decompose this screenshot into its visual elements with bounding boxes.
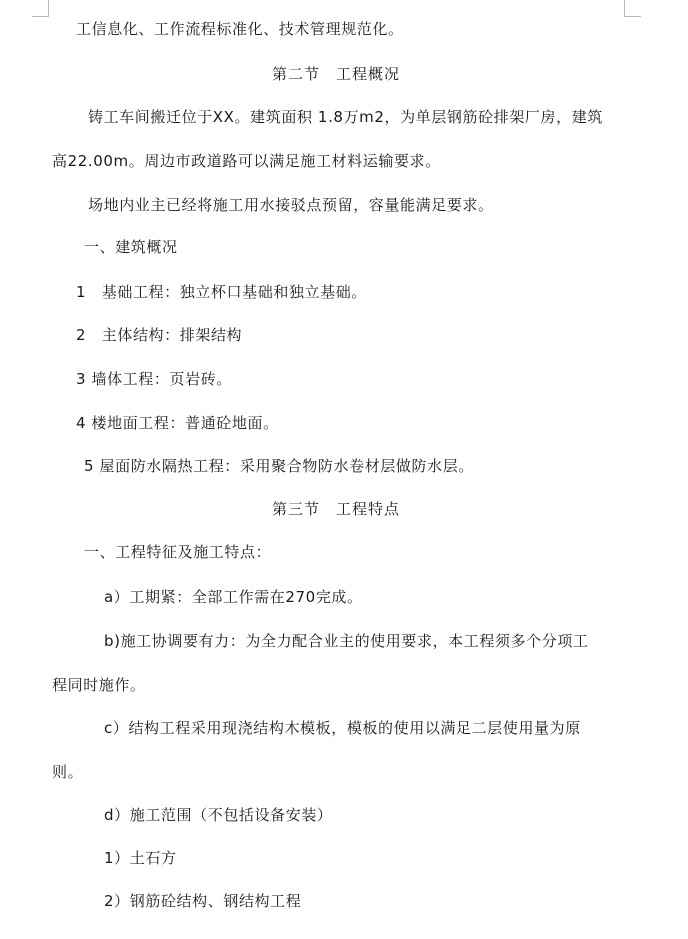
list-item: 3 墙体工程：页岩砖。 xyxy=(76,370,232,388)
section-heading-3: 第三节 工程特点 xyxy=(272,500,401,518)
list-item: 4 楼地面工程：普通砼地面。 xyxy=(76,414,279,432)
paragraph-line: 则。 xyxy=(52,763,84,781)
paragraph-line: 铸工车间搬迁位于XX。建筑面积 1.8万m2，为单层钢筋砼排架厂房，建筑 xyxy=(88,108,603,126)
list-item: 1）土石方 xyxy=(104,849,177,867)
paragraph-line: 高22.00m。周边市政道路可以满足施工材料运输要求。 xyxy=(52,152,441,170)
crop-mark-right xyxy=(624,0,641,17)
crop-mark-left xyxy=(32,0,49,17)
list-item: 2 主体结构：排架结构 xyxy=(76,326,243,344)
section-heading-2: 第二节 工程概况 xyxy=(272,65,401,83)
paragraph-line: 工信息化、工作流程标准化、技术管理规范化。 xyxy=(76,20,404,38)
paragraph-line: 程同时施作。 xyxy=(52,676,146,694)
subheading: 一、工程特征及施工特点： xyxy=(84,543,272,561)
list-item: c）结构工程采用现浇结构木模板，模板的使用以满足二层使用量为原 xyxy=(104,719,581,737)
list-item: d）施工范围（不包括设备安装） xyxy=(104,806,333,824)
paragraph-line: 场地内业主已经将施工用水接驳点预留，容量能满足要求。 xyxy=(88,196,494,214)
list-item: 5 屋面防水隔热工程：采用聚合物防水卷材层做防水层。 xyxy=(84,457,474,475)
list-item: a）工期紧：全部工作需在270完成。 xyxy=(104,588,363,606)
list-item: 2）钢筋砼结构、钢结构工程 xyxy=(104,892,302,910)
list-item: b)施工协调要有力：为全力配合业主的使用要求，本工程须多个分项工 xyxy=(104,632,589,650)
subheading: 一、建筑概况 xyxy=(84,238,178,256)
list-item: 1 基础工程：独立杯口基础和独立基础。 xyxy=(76,283,367,301)
